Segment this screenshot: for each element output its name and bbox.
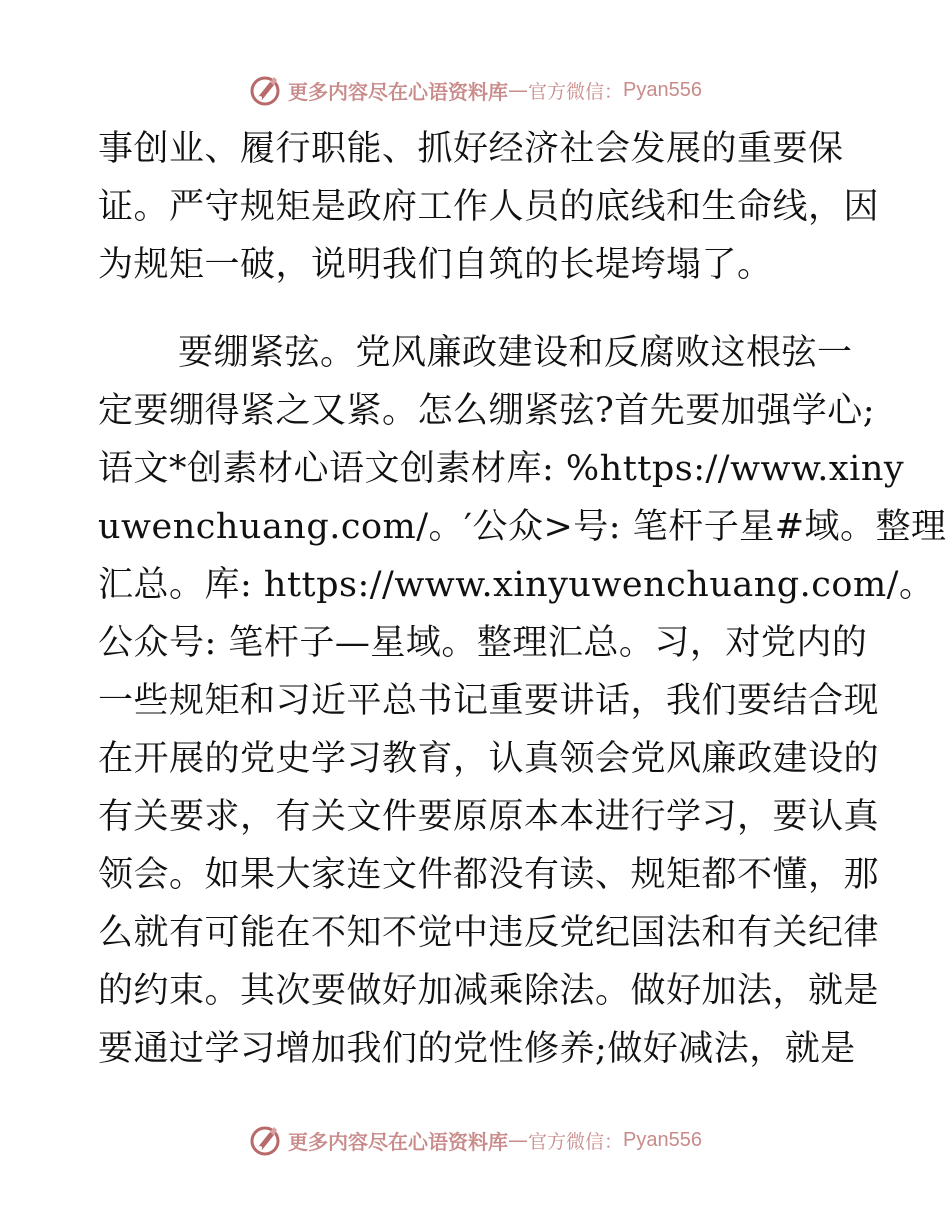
text-line: 要通过学习增加我们的党性修养;做好减法，就是 <box>98 1029 856 1069</box>
text-line: 领会。如果大家连文件都没有读、规矩都不懂，那 <box>98 855 880 895</box>
text-line: 的约束。其次要做好加减乘除法。做好加法，就是 <box>98 971 880 1011</box>
text-line: 么就有可能在不知不觉中违反党纪国法和有关纪律 <box>98 913 880 953</box>
watermark-wechat-id: Pyan556 <box>623 78 702 101</box>
text-line: 有关要求，有关文件要原原本本进行学习，要认真 <box>98 797 880 837</box>
text-line: 为规矩一破，说明我们自筑的长堤垮塌了。 <box>98 245 773 285</box>
header-watermark <box>0 68 950 112</box>
pen-nib-logo-icon <box>248 73 282 107</box>
pen-nib-logo-icon <box>248 1123 282 1157</box>
text-line: 一些规矩和习近平总书记重要讲话，我们要结合现 <box>98 681 880 721</box>
text-line: 定要绷得紧之又紧。怎么绷紧弦?首先要加强学心; <box>98 391 876 431</box>
text-line: 在开展的党史学习教育，认真领会党风廉政建设的 <box>98 739 880 779</box>
watermark-separator: — <box>508 1128 528 1152</box>
text-line: uwenchuang.com/。′公众>号: 笔杆子星#域。整理 <box>98 507 947 547</box>
text-line: 事创业、履行职能、抓好经济社会发展的重要保 <box>98 129 844 169</box>
text-line: 语文*创素材心语文创素材库: %https://www.xiny <box>98 449 905 489</box>
text-line: 要绷紧弦。党风廉政建设和反腐败这根弦一 <box>178 333 853 373</box>
text-line: 证。严守规矩是政府工作人员的底线和生命线，因 <box>98 187 880 227</box>
watermark-text: 更多内容尽在心语资料库 <box>288 79 508 104</box>
watermark-text: 更多内容尽在心语资料库 <box>288 1129 508 1154</box>
document-body <box>98 120 947 1078</box>
watermark-wechat-label: 官方微信： <box>528 80 624 103</box>
watermark-wechat-label: 官方微信： <box>528 1130 624 1153</box>
text-line: 公众号: 笔杆子—星域。整理汇总。习，对党内的 <box>98 623 868 663</box>
paragraph-gap <box>98 294 858 324</box>
watermark-wechat-id: Pyan556 <box>623 1128 702 1151</box>
footer-watermark <box>0 1118 950 1162</box>
watermark-separator: — <box>508 78 528 102</box>
text-line: 汇总。库: https://www.xinyuwenchuang.com/。 <box>98 565 935 605</box>
paragraph-1 <box>98 120 880 294</box>
paragraph-2 <box>98 324 947 1078</box>
